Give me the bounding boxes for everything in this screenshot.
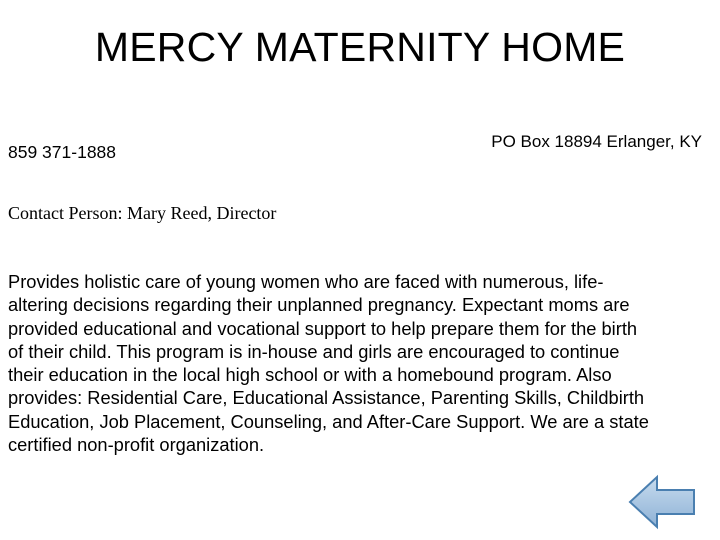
description-line: their education in the local high school or with a homebound program. Also	[8, 364, 612, 386]
phone-number: 859 371-1888	[8, 142, 117, 162]
description-line: provided educational and vocational support to help prepare them for the birth	[8, 317, 638, 339]
description-line: certified non-profit organization.	[8, 434, 265, 456]
description-line: provides: Residential Care, Educational Assistance, Parenting Skills, Childbirth	[8, 387, 645, 409]
page-title: MERCY MATERNITY HOME	[94, 24, 626, 70]
description-line: Provides holistic care of young women who are faced with numerous, life-	[8, 271, 604, 292]
back-button[interactable]	[627, 474, 697, 530]
description-line: of their child. This program is in-house and girls are encouraged to continue	[8, 340, 620, 362]
back-arrow-icon	[627, 474, 697, 530]
mailing-address: PO Box 18894 Erlanger, KY	[491, 132, 702, 151]
contact-person: Contact Person: Mary Reed, Director	[8, 203, 277, 223]
description-line: Education, Job Placement, Counseling, and After-Care Support. We are a state	[8, 410, 649, 432]
description-line: altering decisions regarding their unplanned pregnancy. Expectant moms are	[8, 294, 630, 316]
description	[8, 270, 714, 456]
